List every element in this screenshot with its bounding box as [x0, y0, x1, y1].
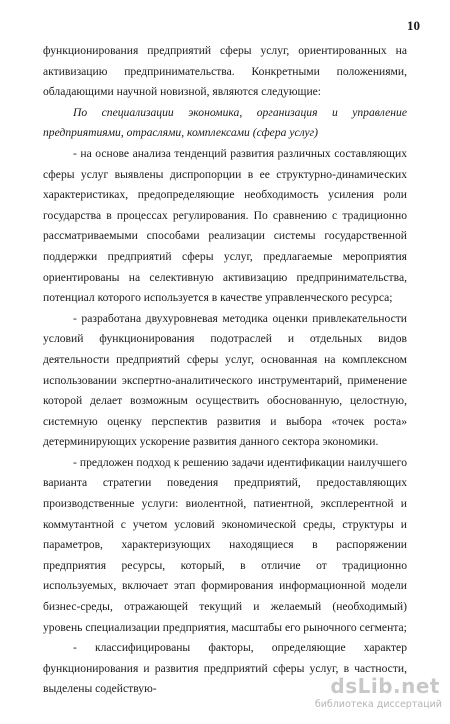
body-text [43, 41, 407, 700]
paragraph-item-3: - предложен подход к решению задачи идентификации наилучшего варианта стратегии поведения предприятий, предоставляющих производственные услуги: виолентной, патиентной, эксплерентной и коммутантной с учетом условий экономической среды, структуры и параметров, характеризующих находящиеся в распоряжении предприятия ресурсы, который, в отличие от традиционно используемых, включает этап формирования информационной модели бизнес-среды, отражающей текущий и желаемый (необходимый) уровень специализации предприятия, масштабы его рыночного сегмента; [43, 455, 407, 634]
watermark-logo: dsLib.net [330, 674, 440, 698]
paragraph-item-4: - классифицированы факторы, определяющие характер функционирования и развития предприятий сферы услуг, в частности, выделены содействую- [43, 641, 407, 696]
paragraph-item-1: - на основе анализа тенденций развития различных составляющих сферы услуг выявлены диспропорции в ее структурно-динамических характеристиках, предопределяющие необходимость усиления роли государства в процессах регулирования. По сравнению с традиционно рассматриваемыми способами реализации системы государственной поддержки предприятий сферы услуг, предлагаемые мероприятия ориентированы на селективную активизацию предпринимательства, потенциал которого используется в качестве управленческого ресурса; [43, 146, 407, 305]
page-number: 10 [407, 18, 420, 33]
watermark-subtitle: библиотека диссертаций [314, 699, 442, 710]
watermark [314, 674, 450, 718]
paragraph-intro: функционирования предприятий сферы услуг, ориентированных на активизацию предпринимательства. Конкретными положениями, обладающими научной новизной, являются следующие: [43, 44, 407, 99]
paragraph-item-2: - разработана двухуровневая методика оценки привлекательности условий функционирования подотраслей и отдельных видов деятельности предприятий сферы услуг, основанная на комплексном использовании экспертно-аналитического инструментарий, применение которой делает возможным осуществить обоснованную, целостную, системную оценку перспектив развития и выбора «точек роста» детерминирующих ускорение развития данного сектора экономики. [43, 311, 407, 449]
paragraph-specialization-heading: По специализации экономика, организация и управление предприятиями, отраслями, комплексами (сфера услуг) [43, 105, 407, 140]
